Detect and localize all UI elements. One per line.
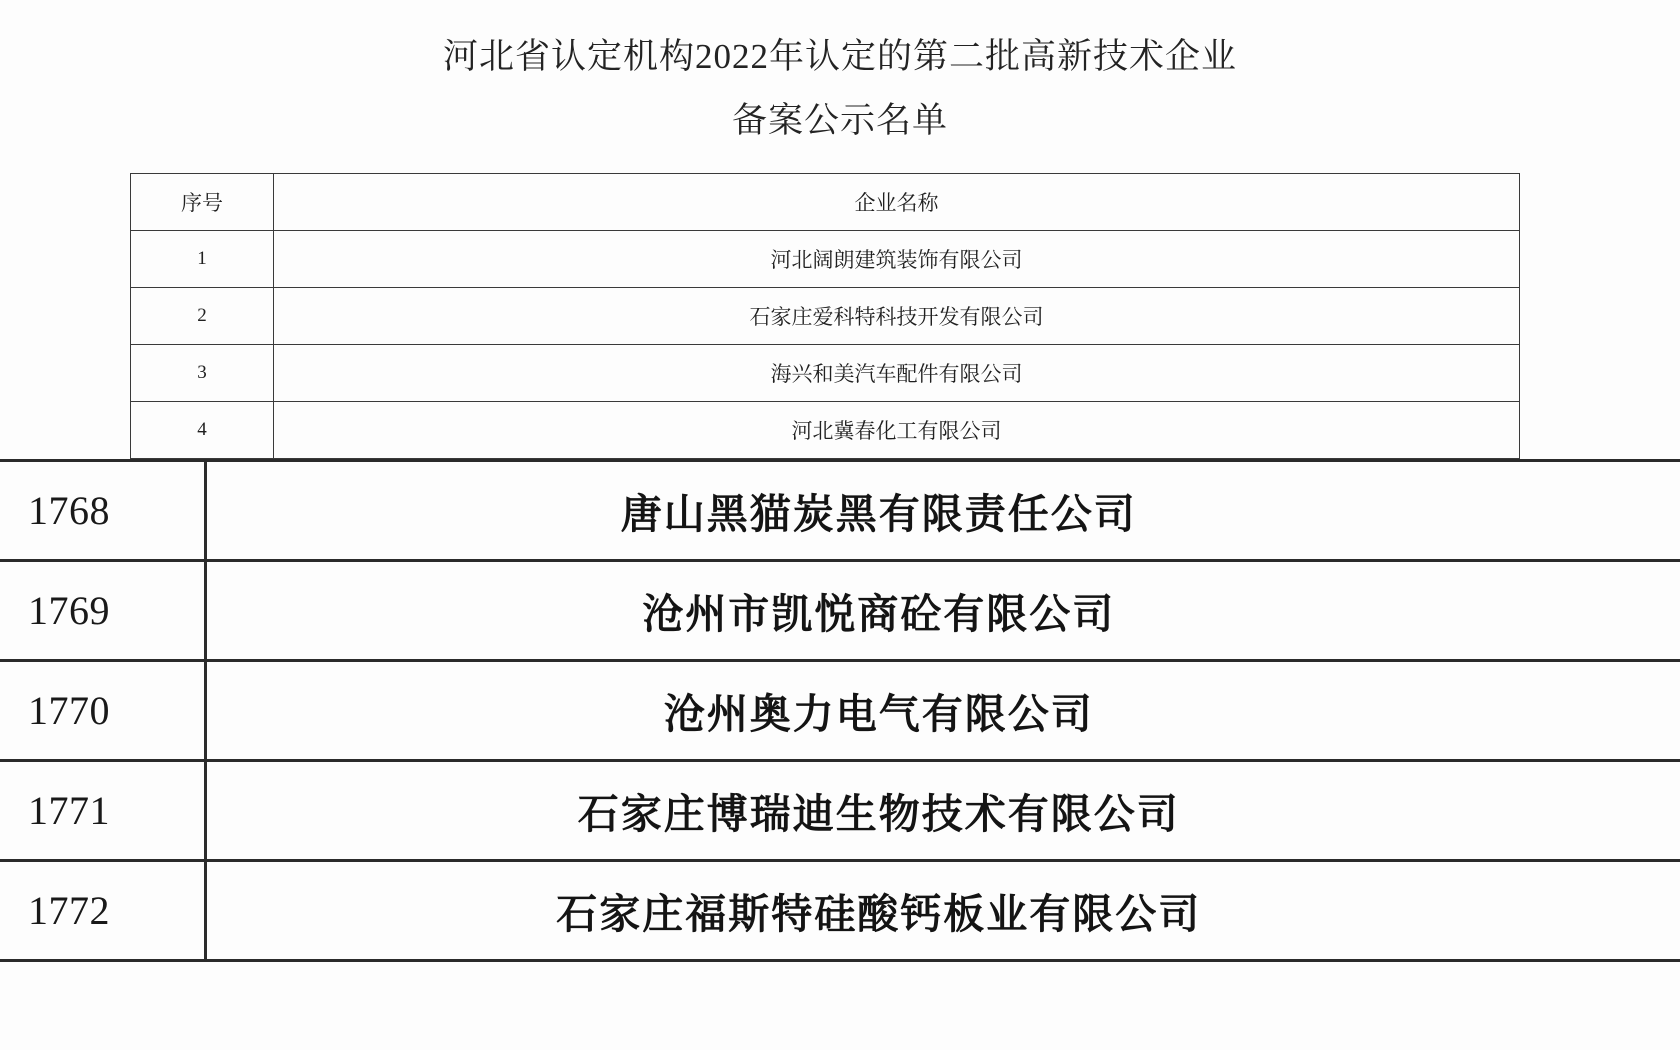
cell-company-name: 唐山黑猫炭黑有限责任公司 [205,460,1680,560]
cell-index: 1768 [0,460,205,560]
cell-index: 3 [131,344,274,401]
cell-index: 1771 [0,760,205,860]
table-row [131,287,1520,344]
page-title-line-1: 河北省认定机构2022年认定的第二批高新技术企业 [442,37,1237,76]
upper-table-container [0,173,1680,459]
cell-index: 1772 [0,860,205,960]
cell-company-name: 海兴和美汽车配件有限公司 [274,344,1520,401]
table-row [0,660,1680,760]
table-row [0,760,1680,860]
cell-company-name: 石家庄爱科特科技开发有限公司 [274,287,1520,344]
cell-index: 1 [131,230,274,287]
cell-company-name: 石家庄福斯特硅酸钙板业有限公司 [205,860,1680,960]
column-header-company-name: 企业名称 [274,173,1520,230]
cell-company-name: 石家庄博瑞迪生物技术有限公司 [205,760,1680,860]
table-row [131,230,1520,287]
table-row [131,401,1520,458]
cell-index: 2 [131,287,274,344]
company-list-table-bottom [0,459,1680,962]
cell-index: 4 [131,401,274,458]
lower-table-container [0,459,1680,962]
table-row [0,560,1680,660]
document-title-block [0,0,1680,149]
cell-index: 1769 [0,560,205,660]
cell-company-name: 河北冀春化工有限公司 [274,401,1520,458]
table-row [0,460,1680,560]
table-header-row [131,173,1520,230]
table-row [0,860,1680,960]
page-title-line-2: 备案公示名单 [731,101,948,141]
cell-index: 1770 [0,660,205,760]
cell-company-name: 沧州奥力电气有限公司 [205,660,1680,760]
table-row [131,344,1520,401]
cell-company-name: 河北阔朗建筑装饰有限公司 [274,230,1520,287]
cell-company-name: 沧州市凯悦商砼有限公司 [205,560,1680,660]
company-list-table-top [130,173,1520,459]
column-header-index: 序号 [131,173,274,230]
